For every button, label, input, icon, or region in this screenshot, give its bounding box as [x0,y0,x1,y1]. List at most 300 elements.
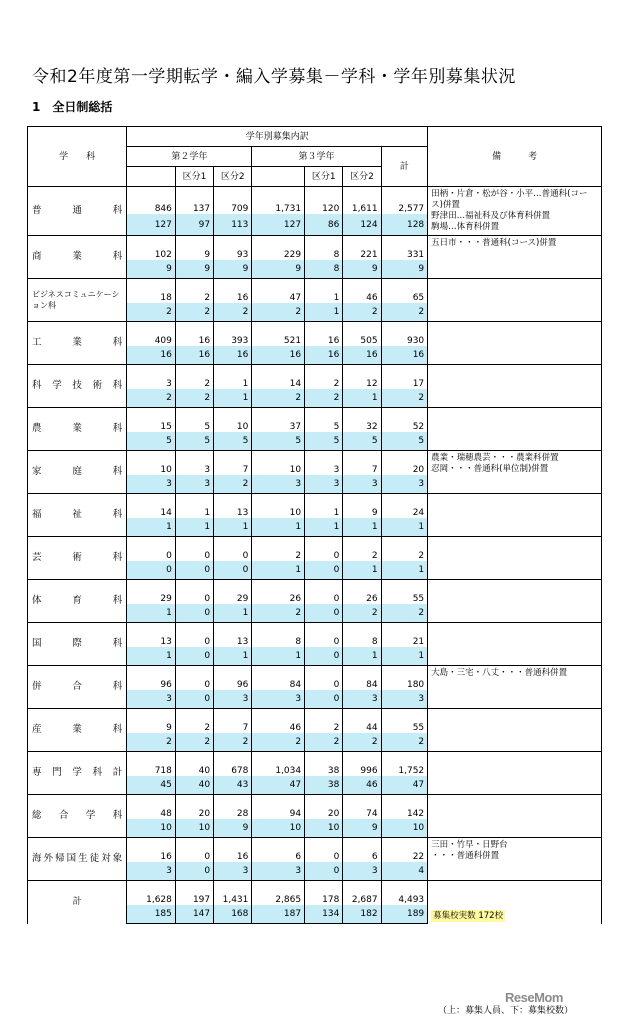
cell-recruit-count: 46 [343,279,381,304]
cell-recruit-count: 1 [175,494,213,519]
cell-recruit-count: 5 [305,408,343,433]
cell-recruit-count: 393 [214,322,252,347]
cell-recruit-count: 32 [343,408,381,433]
cell-school-count: 5 [214,432,252,451]
cell-recruit-count: 846 [127,187,176,215]
cell-recruit-count: 48 [127,795,176,820]
cell-school-count: 3 [305,475,343,494]
cell-school-count: 0 [127,561,176,580]
cell-recruit-count: 10 [127,451,176,476]
cell-school-count: 5 [127,432,176,451]
cell-school-count: 16 [305,346,343,365]
cell-recruit-count: 15 [127,408,176,433]
row-subject-name: 科学技術科 [28,365,127,408]
header-naiyaku: 学年別募集内訳 [127,127,428,147]
cell-recruit-count: 16 [127,838,176,863]
cell-recruit-count: 0 [127,537,176,562]
cell-recruit-count: 409 [127,322,176,347]
cell-school-count: 0 [175,862,213,881]
cell-recruit-count: 1 [305,494,343,519]
cell-school-count: 2 [381,733,428,752]
cell-school-count: 2 [381,389,428,408]
table-row [28,187,602,215]
cell-recruit-count: 137 [175,187,213,215]
row-subject-name: 普通科 [28,187,127,236]
cell-school-count: 43 [214,776,252,795]
cell-school-count: 1 [381,518,428,537]
cell-school-count: 5 [175,432,213,451]
row-remark [428,279,602,322]
row-subject-name: 工業科 [28,322,127,365]
table-row [28,580,602,605]
recruitment-table-wrapper [27,126,602,924]
cell-school-count: 5 [343,432,381,451]
cell-recruit-count: 7 [343,451,381,476]
cell-recruit-count: 18 [127,279,176,304]
cell-school-count: 3 [381,475,428,494]
cell-recruit-count: 930 [381,322,428,347]
cell-recruit-count: 1,628 [127,881,176,906]
cell-recruit-count: 3 [175,451,213,476]
cell-recruit-count: 6 [252,838,305,863]
cell-school-count: 9 [175,260,213,279]
cell-school-count: 16 [214,346,252,365]
cell-recruit-count: 38 [305,752,343,777]
cell-school-count: 1 [252,561,305,580]
cell-recruit-count: 197 [175,881,213,906]
cell-recruit-count: 2 [381,537,428,562]
cell-school-count: 2 [252,389,305,408]
cell-recruit-count: 26 [252,580,305,605]
cell-school-count: 3 [214,862,252,881]
cell-school-count: 147 [175,905,213,924]
header-kei: 計 [381,147,428,187]
cell-school-count: 9 [214,819,252,838]
cell-school-count: 1 [381,647,428,666]
cell-school-count: 10 [305,819,343,838]
cell-school-count: 0 [305,604,343,623]
cell-school-count: 45 [127,776,176,795]
cell-school-count: 4 [381,862,428,881]
cell-school-count: 1 [127,604,176,623]
row-remark [428,881,602,924]
cell-recruit-count: 14 [252,365,305,390]
cell-school-count: 124 [343,214,381,235]
cell-recruit-count: 96 [127,666,176,691]
row-subject-name: 計 [28,881,127,924]
page-title: 令和2年度第一学期転学・編入学募集－学科・学年別募集状況 [32,67,516,87]
cell-school-count: 3 [381,690,428,709]
header-g3-blank [252,167,305,187]
row-remark [428,623,602,666]
table-row [28,881,602,906]
table-row [28,451,602,476]
cell-school-count: 1 [252,518,305,537]
cell-recruit-count: 6 [343,838,381,863]
cell-recruit-count: 21 [381,623,428,648]
cell-recruit-count: 22 [381,838,428,863]
cell-school-count: 3 [214,690,252,709]
cell-school-count: 9 [252,260,305,279]
cell-school-count: 2 [343,604,381,623]
cell-school-count: 10 [252,819,305,838]
cell-recruit-count: 55 [381,709,428,734]
cell-school-count: 3 [127,690,176,709]
cell-school-count: 127 [127,214,176,235]
cell-school-count: 47 [252,776,305,795]
cell-recruit-count: 2 [305,365,343,390]
cell-recruit-count: 2,577 [381,187,428,215]
recruitment-table [27,126,602,924]
cell-recruit-count: 0 [305,580,343,605]
cell-school-count: 2 [343,303,381,322]
row-remark [428,408,602,451]
cell-recruit-count: 44 [343,709,381,734]
row-remark: 大島・三宅・八丈・・・普通科併置 [428,666,602,709]
cell-school-count: 9 [343,260,381,279]
cell-school-count: 168 [214,905,252,924]
cell-recruit-count: 84 [252,666,305,691]
cell-recruit-count: 8 [343,623,381,648]
cell-school-count: 1 [214,604,252,623]
cell-school-count: 9 [381,260,428,279]
cell-recruit-count: 1 [214,365,252,390]
row-remark: 農業・瑞穂農芸・・・農業科併置 忍岡・・・普通科(単位制)併置 [428,451,602,494]
cell-school-count: 1 [305,303,343,322]
table-row [28,365,602,390]
table-row [28,494,602,519]
table-row [28,236,602,261]
cell-recruit-count: 26 [343,580,381,605]
cell-recruit-count: 709 [214,187,252,215]
row-subject-name: 福祉科 [28,494,127,537]
cell-school-count: 2 [175,733,213,752]
cell-recruit-count: 16 [305,322,343,347]
cell-school-count: 113 [214,214,252,235]
row-remark: 三田・竹早・日野台 ・・・普通科併置 [428,838,602,881]
cell-recruit-count: 1 [305,279,343,304]
row-subject-name: 国際科 [28,623,127,666]
row-subject-name: 併合科 [28,666,127,709]
cell-school-count: 46 [343,776,381,795]
cell-school-count: 2 [175,389,213,408]
row-remark [428,709,602,752]
cell-recruit-count: 8 [305,236,343,261]
total-school-count-remark: 募集校実数 172校 [433,910,504,921]
cell-school-count: 0 [175,604,213,623]
cell-recruit-count: 2 [175,279,213,304]
cell-school-count: 38 [305,776,343,795]
cell-school-count: 16 [381,346,428,365]
watermark-logo: ReseMom [505,990,563,1005]
cell-recruit-count: 2 [175,709,213,734]
table-row [28,752,602,777]
cell-recruit-count: 13 [214,494,252,519]
cell-recruit-count: 0 [175,537,213,562]
cell-recruit-count: 4,493 [381,881,428,906]
cell-recruit-count: 120 [305,187,343,215]
cell-school-count: 3 [127,475,176,494]
cell-school-count: 97 [175,214,213,235]
row-remark: 田柄・片倉・松が谷・小平…普通科(コース)併置 野津田…福祉科及び体育科併置 駒場…体育科併置 [428,187,602,236]
cell-school-count: 2 [343,733,381,752]
table-row [28,709,602,734]
cell-recruit-count: 9 [127,709,176,734]
row-remark [428,537,602,580]
cell-recruit-count: 13 [214,623,252,648]
cell-school-count: 2 [214,733,252,752]
cell-recruit-count: 24 [381,494,428,519]
header-grade3: 第３学年 [252,147,381,167]
cell-recruit-count: 16 [214,279,252,304]
cell-school-count: 1 [381,561,428,580]
cell-recruit-count: 8 [252,623,305,648]
cell-school-count: 187 [252,905,305,924]
row-subject-name: 農業科 [28,408,127,451]
row-remark: 五日市・・・普通科(コース)併置 [428,236,602,279]
cell-recruit-count: 47 [252,279,305,304]
cell-school-count: 9 [343,819,381,838]
table-row [28,795,602,820]
cell-school-count: 3 [343,475,381,494]
header-g3-kubun1: 区分1 [305,167,343,187]
cell-recruit-count: 29 [214,580,252,605]
cell-school-count: 3 [343,690,381,709]
cell-recruit-count: 1,731 [252,187,305,215]
cell-school-count: 1 [214,389,252,408]
cell-recruit-count: 0 [305,623,343,648]
cell-recruit-count: 93 [214,236,252,261]
cell-school-count: 2 [252,733,305,752]
cell-school-count: 2 [127,733,176,752]
cell-school-count: 3 [175,475,213,494]
cell-school-count: 10 [127,819,176,838]
cell-school-count: 1 [214,518,252,537]
cell-school-count: 3 [252,862,305,881]
cell-school-count: 8 [305,260,343,279]
cell-school-count: 2 [214,303,252,322]
cell-school-count: 5 [381,432,428,451]
table-row [28,279,602,304]
row-remark [428,580,602,623]
cell-recruit-count: 3 [127,365,176,390]
cell-recruit-count: 7 [214,451,252,476]
cell-recruit-count: 1,752 [381,752,428,777]
cell-recruit-count: 3 [305,451,343,476]
cell-recruit-count: 10 [214,408,252,433]
cell-recruit-count: 7 [214,709,252,734]
cell-recruit-count: 2,865 [252,881,305,906]
cell-school-count: 2 [127,389,176,408]
cell-recruit-count: 180 [381,666,428,691]
cell-school-count: 0 [175,561,213,580]
cell-recruit-count: 65 [381,279,428,304]
cell-recruit-count: 20 [381,451,428,476]
cell-recruit-count: 0 [175,666,213,691]
header-grade2: 第２学年 [127,147,252,167]
cell-recruit-count: 996 [343,752,381,777]
cell-recruit-count: 2,687 [343,881,381,906]
cell-school-count: 1 [343,518,381,537]
cell-school-count: 1 [305,518,343,537]
cell-recruit-count: 14 [127,494,176,519]
cell-recruit-count: 9 [175,236,213,261]
cell-school-count: 0 [175,690,213,709]
cell-recruit-count: 40 [175,752,213,777]
cell-recruit-count: 2 [305,709,343,734]
header-g2-kubun1: 区分1 [175,167,213,187]
cell-school-count: 1 [343,389,381,408]
row-remark [428,795,602,838]
cell-school-count: 2 [381,303,428,322]
cell-recruit-count: 20 [175,795,213,820]
row-remark [428,752,602,795]
cell-school-count: 5 [252,432,305,451]
row-subject-name: 体育科 [28,580,127,623]
cell-recruit-count: 0 [305,537,343,562]
table-row [28,322,602,347]
cell-recruit-count: 142 [381,795,428,820]
table-row [28,537,602,562]
table-row [28,666,602,691]
cell-recruit-count: 96 [214,666,252,691]
row-remark [428,322,602,365]
cell-recruit-count: 29 [127,580,176,605]
cell-recruit-count: 10 [252,494,305,519]
table-body [28,127,602,924]
cell-recruit-count: 331 [381,236,428,261]
cell-recruit-count: 2 [343,537,381,562]
cell-recruit-count: 10 [252,451,305,476]
cell-recruit-count: 718 [127,752,176,777]
cell-school-count: 0 [305,561,343,580]
cell-school-count: 134 [305,905,343,924]
cell-school-count: 185 [127,905,176,924]
cell-school-count: 47 [381,776,428,795]
cell-school-count: 0 [214,561,252,580]
row-subject-name: 専門学科計 [28,752,127,795]
cell-recruit-count: 0 [305,838,343,863]
cell-school-count: 3 [343,862,381,881]
cell-school-count: 2 [305,389,343,408]
cell-recruit-count: 28 [214,795,252,820]
cell-school-count: 1 [175,518,213,537]
cell-school-count: 10 [381,819,428,838]
cell-recruit-count: 102 [127,236,176,261]
cell-recruit-count: 37 [252,408,305,433]
cell-school-count: 10 [175,819,213,838]
cell-recruit-count: 94 [252,795,305,820]
cell-school-count: 1 [343,561,381,580]
row-subject-name: 商業科 [28,236,127,279]
cell-school-count: 1 [214,647,252,666]
cell-school-count: 2 [127,303,176,322]
cell-school-count: 86 [305,214,343,235]
cell-school-count: 1 [127,518,176,537]
cell-recruit-count: 84 [343,666,381,691]
cell-school-count: 0 [175,647,213,666]
cell-school-count: 5 [305,432,343,451]
cell-school-count: 0 [305,647,343,666]
table-row [28,838,602,863]
row-subject-name: 海外帰国生徒対象 [28,838,127,881]
cell-recruit-count: 678 [214,752,252,777]
cell-recruit-count: 178 [305,881,343,906]
header-g2-kubun2: 区分2 [214,167,252,187]
cell-recruit-count: 0 [175,580,213,605]
cell-recruit-count: 1,034 [252,752,305,777]
cell-recruit-count: 12 [343,365,381,390]
header-biko: 備 考 [428,127,602,187]
cell-recruit-count: 52 [381,408,428,433]
table-row [28,408,602,433]
cell-school-count: 0 [305,690,343,709]
cell-recruit-count: 0 [175,623,213,648]
cell-recruit-count: 20 [305,795,343,820]
cell-school-count: 189 [381,905,428,924]
section-title: 1 全日制総括 [32,100,113,114]
cell-school-count: 1 [127,647,176,666]
cell-recruit-count: 55 [381,580,428,605]
table-row [28,623,602,648]
cell-school-count: 127 [252,214,305,235]
cell-recruit-count: 221 [343,236,381,261]
cell-school-count: 2 [252,303,305,322]
cell-recruit-count: 229 [252,236,305,261]
row-subject-name: 産業科 [28,709,127,752]
cell-recruit-count: 16 [214,838,252,863]
row-subject-name: 家庭科 [28,451,127,494]
cell-recruit-count: 13 [127,623,176,648]
cell-school-count: 16 [252,346,305,365]
cell-recruit-count: 505 [343,322,381,347]
cell-school-count: 3 [127,862,176,881]
cell-school-count: 9 [127,260,176,279]
cell-recruit-count: 521 [252,322,305,347]
cell-school-count: 16 [343,346,381,365]
cell-school-count: 40 [175,776,213,795]
header-gakka: 学 科 [28,127,127,187]
header-g3-kubun2: 区分2 [343,167,381,187]
cell-recruit-count: 46 [252,709,305,734]
cell-school-count: 1 [343,647,381,666]
cell-recruit-count: 2 [175,365,213,390]
row-subject-name: ビジネスコミュニケーション科 [28,279,127,322]
cell-school-count: 2 [214,475,252,494]
cell-recruit-count: 0 [175,838,213,863]
cell-school-count: 182 [343,905,381,924]
cell-recruit-count: 16 [175,322,213,347]
cell-school-count: 16 [127,346,176,365]
cell-recruit-count: 1,431 [214,881,252,906]
row-subject-name: 芸術科 [28,537,127,580]
cell-school-count: 2 [175,303,213,322]
cell-school-count: 3 [252,475,305,494]
cell-school-count: 0 [305,862,343,881]
header-g2-blank [127,167,176,187]
cell-school-count: 2 [252,604,305,623]
cell-recruit-count: 5 [175,408,213,433]
cell-school-count: 2 [381,604,428,623]
cell-school-count: 3 [252,690,305,709]
row-subject-name: 総合学科 [28,795,127,838]
cell-school-count: 2 [305,733,343,752]
cell-recruit-count: 0 [305,666,343,691]
cell-school-count: 9 [214,260,252,279]
cell-recruit-count: 2 [252,537,305,562]
cell-school-count: 16 [175,346,213,365]
cell-recruit-count: 17 [381,365,428,390]
